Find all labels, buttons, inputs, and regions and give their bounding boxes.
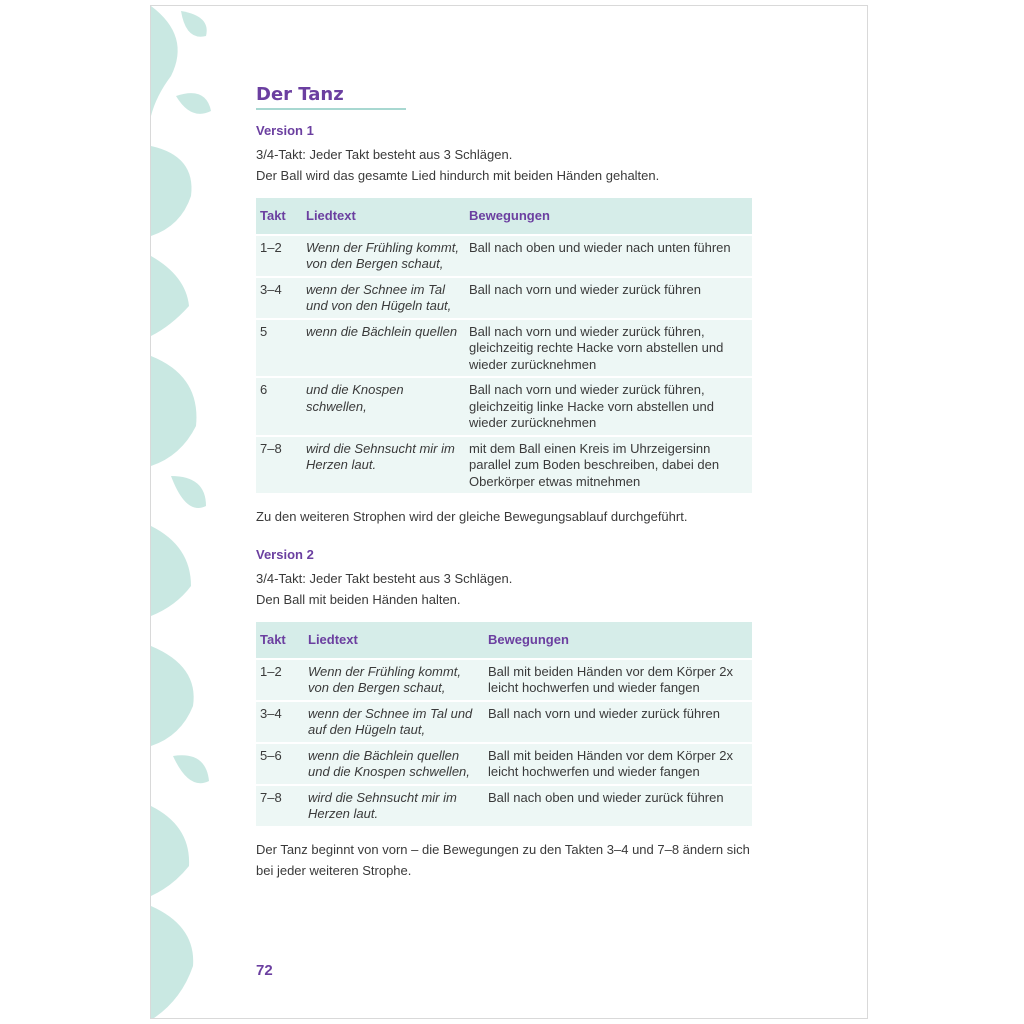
table-row	[256, 660, 752, 700]
lyric-cell: Wenn der Frühling kommt, von den Bergen schaut,	[304, 660, 484, 700]
table-header-row	[256, 622, 752, 658]
lyric-cell: wenn die Bächlein quellen	[302, 320, 465, 377]
lyric-cell: Wenn der Frühling kommt, von den Bergen schaut,	[302, 236, 465, 276]
version2-intro-1: 3/4-Takt: Jeder Takt besteht aus 3 Schlägen.	[256, 571, 513, 586]
takt-cell: 3–4	[256, 278, 302, 318]
page-title: Der Tanz	[256, 84, 406, 110]
movement-cell: Ball nach vorn und wieder zurück führen, gleichzeitig rechte Hacke vorn abstellen und wieder zurücknehmen	[465, 320, 752, 377]
column-header-bewegungen: Bewegungen	[484, 622, 752, 658]
table-row	[256, 320, 752, 377]
lyric-cell: und die Knospen schwellen,	[302, 378, 465, 435]
takt-cell: 5	[256, 320, 302, 377]
column-header-bewegungen: Bewegungen	[465, 198, 752, 234]
movement-cell: Ball nach vorn und wieder zurück führen	[465, 278, 752, 318]
table-row	[256, 702, 752, 742]
table-row	[256, 378, 752, 435]
takt-cell: 7–8	[256, 786, 304, 826]
table-row	[256, 786, 752, 826]
version2-note: Der Tanz beginnt von vorn – die Bewegungen zu den Takten 3–4 und 7–8 ändern sich bei jeder weiteren Strophe.	[256, 841, 750, 878]
version2-table	[256, 620, 752, 828]
version1-intro-1: 3/4-Takt: Jeder Takt besteht aus 3 Schlägen.	[256, 147, 513, 162]
takt-cell: 1–2	[256, 660, 304, 700]
column-header-takt: Takt	[256, 622, 304, 658]
takt-cell: 1–2	[256, 236, 302, 276]
movement-cell: Ball nach oben und wieder nach unten führen	[465, 236, 752, 276]
version2-heading: Version 2	[256, 547, 314, 562]
lyric-cell: wenn der Schnee im Tal und auf den Hügeln taut,	[304, 702, 484, 742]
column-header-takt: Takt	[256, 198, 302, 234]
version1-note: Zu den weiteren Strophen wird der gleiche Bewegungsablauf durchgeführt.	[256, 509, 688, 524]
version1-table	[256, 196, 752, 495]
version2-intro-2: Den Ball mit beiden Händen halten.	[256, 592, 461, 607]
version1-heading: Version 1	[256, 123, 314, 138]
movement-cell: Ball nach vorn und wieder zurück führen, gleichzeitig linke Hacke vorn abstellen und wieder zurücknehmen	[465, 378, 752, 435]
lyric-cell: wenn der Schnee im Tal und von den Hügeln taut,	[302, 278, 465, 318]
movement-cell: Ball mit beiden Händen vor dem Körper 2x leicht hochwerfen und wieder fangen	[484, 660, 752, 700]
lyric-cell: wenn die Bächlein quellen und die Knospen schwellen,	[304, 744, 484, 784]
takt-cell: 7–8	[256, 437, 302, 494]
table-header-row	[256, 198, 752, 234]
floral-ornament-border	[151, 6, 231, 1019]
table-row	[256, 236, 752, 276]
movement-cell: Ball nach oben und wieder zurück führen	[484, 786, 752, 826]
takt-cell: 3–4	[256, 702, 304, 742]
column-header-liedtext: Liedtext	[304, 622, 484, 658]
movement-cell: mit dem Ball einen Kreis im Uhrzeigersinn parallel zum Boden beschreiben, dabei den Oberkörper etwas mitnehmen	[465, 437, 752, 494]
movement-cell: Ball mit beiden Händen vor dem Körper 2x leicht hochwerfen und wieder fangen	[484, 744, 752, 784]
version1-intro-2: Der Ball wird das gesamte Lied hindurch mit beiden Händen gehalten.	[256, 168, 660, 183]
page	[150, 5, 868, 1019]
lyric-cell: wird die Sehnsucht mir im Herzen laut.	[304, 786, 484, 826]
movement-cell: Ball nach vorn und wieder zurück führen	[484, 702, 752, 742]
takt-cell: 6	[256, 378, 302, 435]
page-number: 72	[256, 962, 273, 979]
content	[256, 84, 752, 881]
lyric-cell: wird die Sehnsucht mir im Herzen laut.	[302, 437, 465, 494]
table-row	[256, 278, 752, 318]
table-row	[256, 744, 752, 784]
takt-cell: 5–6	[256, 744, 304, 784]
table-row	[256, 437, 752, 494]
column-header-liedtext: Liedtext	[302, 198, 465, 234]
